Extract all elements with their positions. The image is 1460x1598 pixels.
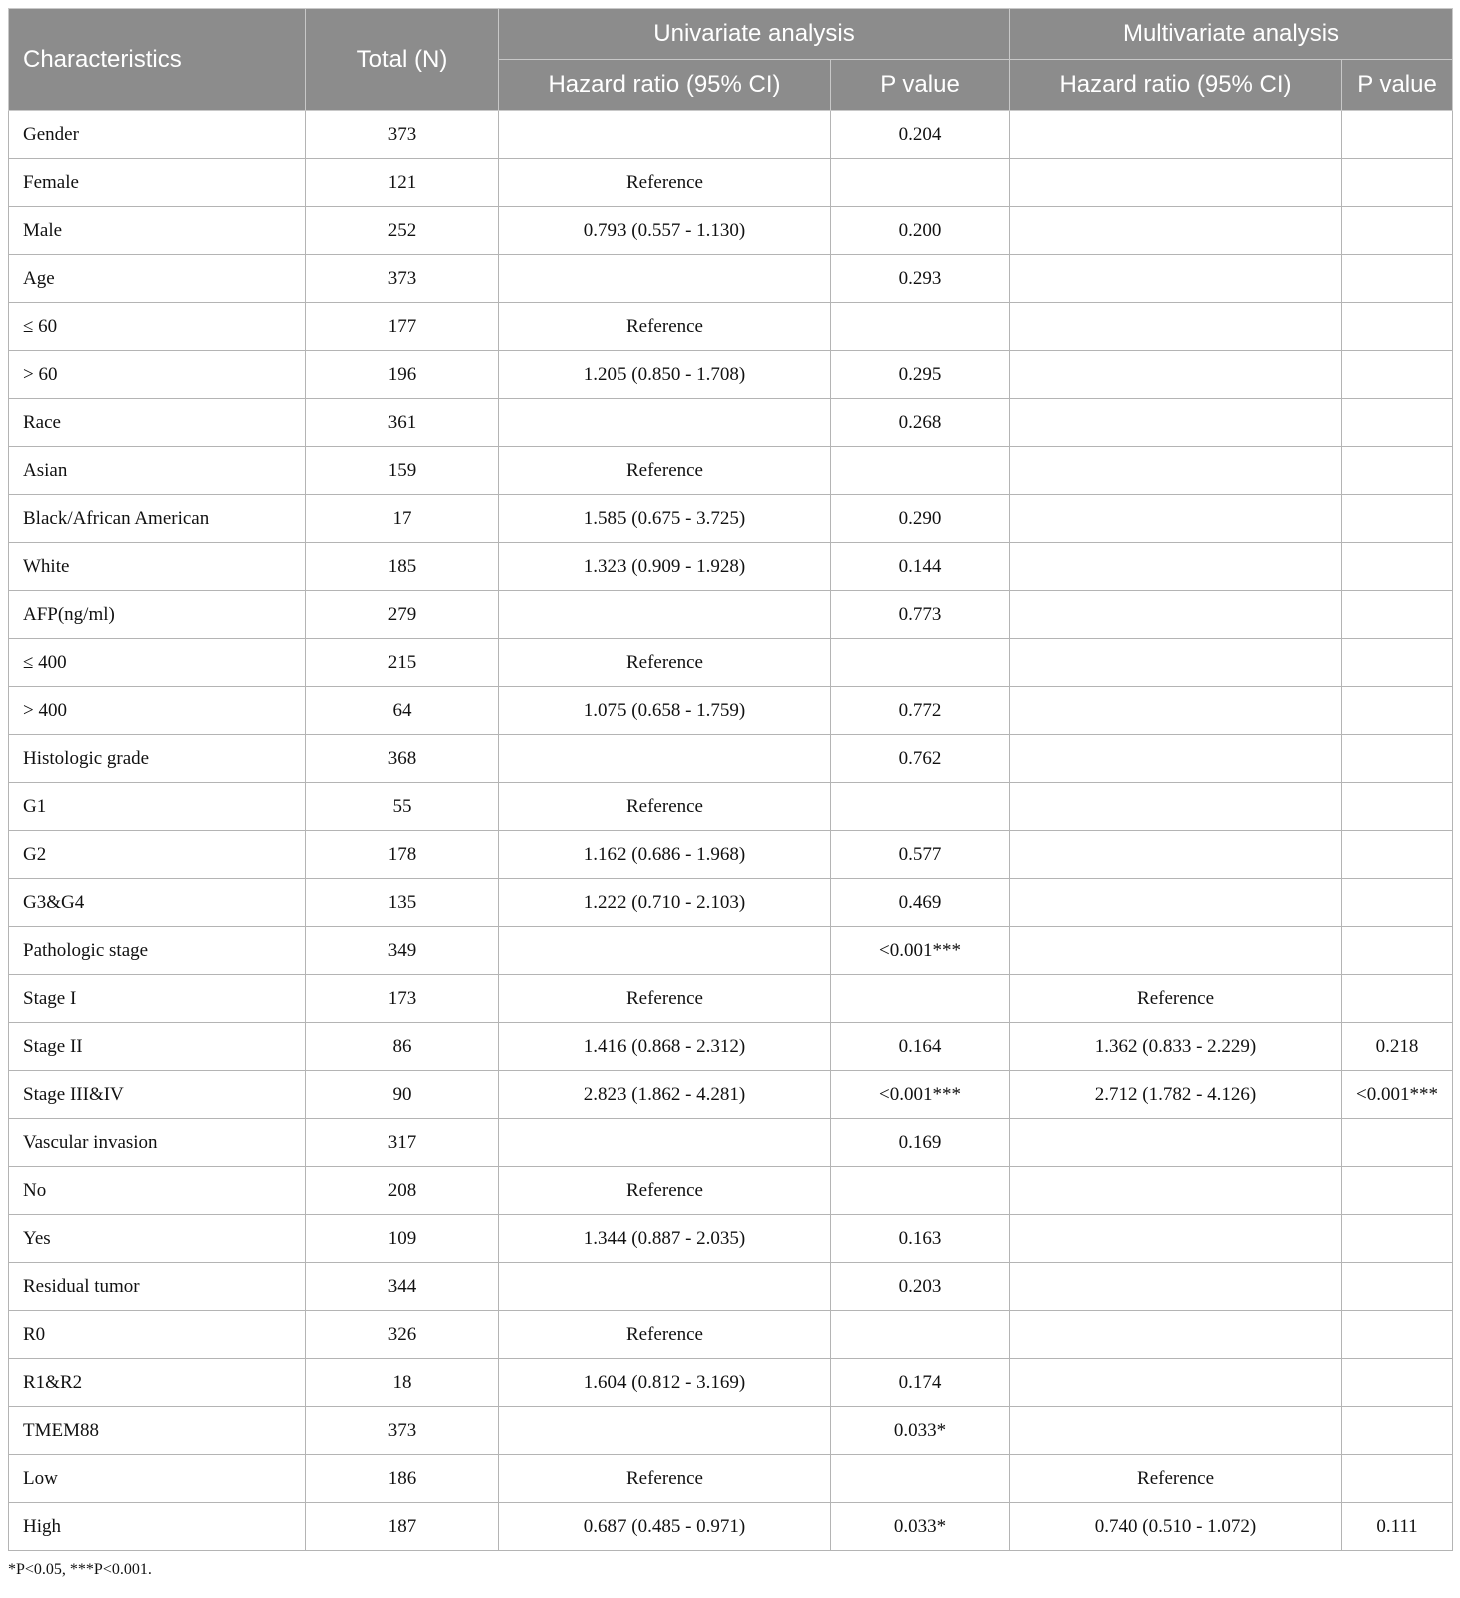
cell-total: 349 (306, 927, 499, 975)
cell-univariate-p-value: 0.164 (831, 1023, 1010, 1071)
cell-total: 373 (306, 111, 499, 159)
cell-multivariate-hazard-ratio (1010, 1119, 1342, 1167)
cell-characteristic: Stage I (9, 975, 306, 1023)
cell-multivariate-p-value (1342, 495, 1453, 543)
table-row (9, 303, 1453, 351)
cell-multivariate-p-value (1342, 591, 1453, 639)
cell-multivariate-p-value (1342, 303, 1453, 351)
cell-characteristic: Asian (9, 447, 306, 495)
cell-characteristic: Race (9, 399, 306, 447)
cell-univariate-hazard-ratio: 1.222 (0.710 - 2.103) (499, 879, 831, 927)
cell-total: 55 (306, 783, 499, 831)
cell-characteristic: Gender (9, 111, 306, 159)
cell-characteristic: AFP(ng/ml) (9, 591, 306, 639)
table-row (9, 1311, 1453, 1359)
cell-multivariate-hazard-ratio (1010, 1263, 1342, 1311)
cell-total: 64 (306, 687, 499, 735)
cell-multivariate-p-value (1342, 879, 1453, 927)
table-row (9, 687, 1453, 735)
cell-characteristic: Vascular invasion (9, 1119, 306, 1167)
cell-univariate-hazard-ratio: 1.205 (0.850 - 1.708) (499, 351, 831, 399)
table-row (9, 1407, 1453, 1455)
cell-total: 90 (306, 1071, 499, 1119)
cell-multivariate-p-value (1342, 639, 1453, 687)
cell-total: 373 (306, 1407, 499, 1455)
cell-characteristic: White (9, 543, 306, 591)
cell-characteristic: ≤ 60 (9, 303, 306, 351)
cell-multivariate-p-value (1342, 159, 1453, 207)
table-row (9, 111, 1453, 159)
cell-univariate-p-value (831, 159, 1010, 207)
cell-multivariate-hazard-ratio (1010, 639, 1342, 687)
cell-multivariate-p-value (1342, 1359, 1453, 1407)
table-row (9, 831, 1453, 879)
cell-characteristic: Male (9, 207, 306, 255)
cell-total: 159 (306, 447, 499, 495)
cell-univariate-p-value: 0.203 (831, 1263, 1010, 1311)
cell-total: 17 (306, 495, 499, 543)
table-row (9, 1503, 1453, 1551)
cell-multivariate-hazard-ratio: 2.712 (1.782 - 4.126) (1010, 1071, 1342, 1119)
cell-multivariate-p-value (1342, 1215, 1453, 1263)
cell-multivariate-hazard-ratio (1010, 735, 1342, 783)
cell-total: 361 (306, 399, 499, 447)
cell-multivariate-hazard-ratio (1010, 159, 1342, 207)
cell-total: 317 (306, 1119, 499, 1167)
cell-univariate-p-value: 0.204 (831, 111, 1010, 159)
cell-multivariate-p-value (1342, 447, 1453, 495)
cell-univariate-p-value: 0.163 (831, 1215, 1010, 1263)
table-row (9, 975, 1453, 1023)
cell-multivariate-p-value (1342, 975, 1453, 1023)
cell-univariate-hazard-ratio (499, 927, 831, 975)
cell-total: 326 (306, 1311, 499, 1359)
cell-univariate-hazard-ratio: Reference (499, 1311, 831, 1359)
cell-total: 215 (306, 639, 499, 687)
cell-univariate-hazard-ratio (499, 1263, 831, 1311)
cell-multivariate-p-value: 0.111 (1342, 1503, 1453, 1551)
cell-multivariate-p-value (1342, 207, 1453, 255)
table-row (9, 543, 1453, 591)
table-row (9, 879, 1453, 927)
cell-characteristic: No (9, 1167, 306, 1215)
cell-univariate-hazard-ratio (499, 591, 831, 639)
cell-univariate-hazard-ratio: Reference (499, 1455, 831, 1503)
table-row (9, 1167, 1453, 1215)
cell-multivariate-p-value (1342, 111, 1453, 159)
cell-multivariate-hazard-ratio: 0.740 (0.510 - 1.072) (1010, 1503, 1342, 1551)
cell-multivariate-p-value (1342, 927, 1453, 975)
cell-total: 121 (306, 159, 499, 207)
cell-univariate-p-value: 0.293 (831, 255, 1010, 303)
cell-total: 18 (306, 1359, 499, 1407)
cell-multivariate-p-value (1342, 1455, 1453, 1503)
cell-multivariate-hazard-ratio (1010, 1215, 1342, 1263)
cell-multivariate-p-value (1342, 351, 1453, 399)
cell-multivariate-hazard-ratio: 1.362 (0.833 - 2.229) (1010, 1023, 1342, 1071)
cell-univariate-p-value: 0.144 (831, 543, 1010, 591)
cell-univariate-hazard-ratio: Reference (499, 303, 831, 351)
cell-univariate-hazard-ratio (499, 735, 831, 783)
table-row (9, 255, 1453, 303)
cell-multivariate-hazard-ratio: Reference (1010, 975, 1342, 1023)
regression-table-container (8, 8, 1452, 1579)
cell-characteristic: Residual tumor (9, 1263, 306, 1311)
cell-univariate-p-value: 0.268 (831, 399, 1010, 447)
cell-univariate-p-value: 0.200 (831, 207, 1010, 255)
cell-characteristic: R0 (9, 1311, 306, 1359)
table-row (9, 351, 1453, 399)
cell-characteristic: Low (9, 1455, 306, 1503)
cell-univariate-hazard-ratio: 1.075 (0.658 - 1.759) (499, 687, 831, 735)
cell-multivariate-p-value (1342, 1167, 1453, 1215)
cell-characteristic: Female (9, 159, 306, 207)
cell-multivariate-p-value (1342, 399, 1453, 447)
cell-total: 186 (306, 1455, 499, 1503)
header-hazard-ratio-univariate: Hazard ratio (95% CI) (499, 60, 831, 111)
cell-univariate-p-value: 0.295 (831, 351, 1010, 399)
cell-total: 252 (306, 207, 499, 255)
header-hazard-ratio-multivariate: Hazard ratio (95% CI) (1010, 60, 1342, 111)
cell-multivariate-hazard-ratio (1010, 927, 1342, 975)
cell-univariate-p-value: 0.033* (831, 1407, 1010, 1455)
table-row (9, 447, 1453, 495)
table-row (9, 399, 1453, 447)
cell-univariate-hazard-ratio: Reference (499, 447, 831, 495)
cell-characteristic: Age (9, 255, 306, 303)
cell-multivariate-hazard-ratio (1010, 447, 1342, 495)
cell-univariate-hazard-ratio: Reference (499, 159, 831, 207)
cell-univariate-hazard-ratio: 0.793 (0.557 - 1.130) (499, 207, 831, 255)
table-row (9, 207, 1453, 255)
cell-univariate-hazard-ratio: 0.687 (0.485 - 0.971) (499, 1503, 831, 1551)
table-body (9, 111, 1453, 1551)
cell-characteristic: > 60 (9, 351, 306, 399)
cell-multivariate-p-value (1342, 1311, 1453, 1359)
cell-multivariate-hazard-ratio (1010, 495, 1342, 543)
cell-univariate-p-value: <0.001*** (831, 1071, 1010, 1119)
table-row (9, 1263, 1453, 1311)
cell-characteristic: Pathologic stage (9, 927, 306, 975)
cell-univariate-hazard-ratio: Reference (499, 783, 831, 831)
cell-univariate-p-value: 0.773 (831, 591, 1010, 639)
cell-multivariate-hazard-ratio (1010, 591, 1342, 639)
header-univariate: Univariate analysis (499, 9, 1010, 60)
cell-univariate-hazard-ratio: 2.823 (1.862 - 4.281) (499, 1071, 831, 1119)
cell-univariate-hazard-ratio (499, 1119, 831, 1167)
cell-total: 135 (306, 879, 499, 927)
cell-characteristic: Stage II (9, 1023, 306, 1071)
cell-multivariate-hazard-ratio (1010, 687, 1342, 735)
table-header (9, 9, 1453, 111)
cell-multivariate-p-value (1342, 1119, 1453, 1167)
cell-multivariate-hazard-ratio (1010, 111, 1342, 159)
cell-univariate-p-value: 0.169 (831, 1119, 1010, 1167)
cell-univariate-p-value: 0.469 (831, 879, 1010, 927)
cell-characteristic: Stage III&IV (9, 1071, 306, 1119)
cell-univariate-p-value: 0.577 (831, 831, 1010, 879)
cell-total: 373 (306, 255, 499, 303)
cell-univariate-p-value (831, 975, 1010, 1023)
cell-univariate-p-value: <0.001*** (831, 927, 1010, 975)
cell-univariate-hazard-ratio: Reference (499, 639, 831, 687)
cell-multivariate-hazard-ratio (1010, 207, 1342, 255)
header-p-value-multivariate: P value (1342, 60, 1453, 111)
table-footnote: *P<0.05, ***P<0.001. (8, 1561, 152, 1578)
cell-univariate-p-value: 0.174 (831, 1359, 1010, 1407)
cell-multivariate-p-value (1342, 831, 1453, 879)
table-row (9, 159, 1453, 207)
table-row (9, 1071, 1453, 1119)
cell-multivariate-hazard-ratio (1010, 1407, 1342, 1455)
table-row (9, 1455, 1453, 1503)
cell-multivariate-hazard-ratio (1010, 303, 1342, 351)
cell-characteristic: R1&R2 (9, 1359, 306, 1407)
table-row (9, 639, 1453, 687)
cell-univariate-hazard-ratio: 1.604 (0.812 - 3.169) (499, 1359, 831, 1407)
header-total: Total (N) (306, 9, 499, 111)
cell-multivariate-hazard-ratio (1010, 831, 1342, 879)
cell-univariate-p-value (831, 447, 1010, 495)
cell-multivariate-p-value (1342, 543, 1453, 591)
header-multivariate: Multivariate analysis (1010, 9, 1453, 60)
table-row (9, 1215, 1453, 1263)
cell-univariate-p-value (831, 303, 1010, 351)
table-row (9, 927, 1453, 975)
cell-multivariate-hazard-ratio (1010, 879, 1342, 927)
table-row (9, 1359, 1453, 1407)
cell-multivariate-hazard-ratio (1010, 1167, 1342, 1215)
cell-multivariate-p-value: 0.218 (1342, 1023, 1453, 1071)
cell-total: 109 (306, 1215, 499, 1263)
cell-multivariate-p-value (1342, 735, 1453, 783)
cell-univariate-hazard-ratio (499, 1407, 831, 1455)
cell-univariate-hazard-ratio: 1.162 (0.686 - 1.968) (499, 831, 831, 879)
cell-total: 208 (306, 1167, 499, 1215)
cell-univariate-hazard-ratio: 1.323 (0.909 - 1.928) (499, 543, 831, 591)
table-row (9, 591, 1453, 639)
cell-total: 187 (306, 1503, 499, 1551)
cell-multivariate-hazard-ratio (1010, 1359, 1342, 1407)
cell-univariate-hazard-ratio: Reference (499, 975, 831, 1023)
header-p-value-univariate: P value (831, 60, 1010, 111)
cell-characteristic: ≤ 400 (9, 639, 306, 687)
cell-characteristic: Yes (9, 1215, 306, 1263)
cell-multivariate-hazard-ratio (1010, 543, 1342, 591)
cell-multivariate-hazard-ratio: Reference (1010, 1455, 1342, 1503)
cell-total: 185 (306, 543, 499, 591)
cell-total: 173 (306, 975, 499, 1023)
cell-univariate-p-value (831, 639, 1010, 687)
table-row (9, 783, 1453, 831)
table-row (9, 735, 1453, 783)
cell-total: 86 (306, 1023, 499, 1071)
cell-univariate-p-value (831, 783, 1010, 831)
header-characteristics: Characteristics (9, 9, 306, 111)
cell-multivariate-p-value (1342, 1407, 1453, 1455)
cell-characteristic: > 400 (9, 687, 306, 735)
cell-univariate-hazard-ratio (499, 399, 831, 447)
cell-univariate-p-value (831, 1311, 1010, 1359)
cell-univariate-hazard-ratio: 1.416 (0.868 - 2.312) (499, 1023, 831, 1071)
cell-characteristic: TMEM88 (9, 1407, 306, 1455)
cell-univariate-p-value: 0.762 (831, 735, 1010, 783)
cell-characteristic: Black/African American (9, 495, 306, 543)
cell-univariate-hazard-ratio: 1.585 (0.675 - 3.725) (499, 495, 831, 543)
cell-total: 368 (306, 735, 499, 783)
cell-characteristic: Histologic grade (9, 735, 306, 783)
cell-total: 279 (306, 591, 499, 639)
cell-total: 196 (306, 351, 499, 399)
cell-univariate-p-value: 0.290 (831, 495, 1010, 543)
cell-univariate-p-value (831, 1455, 1010, 1503)
cell-total: 344 (306, 1263, 499, 1311)
cell-multivariate-hazard-ratio (1010, 1311, 1342, 1359)
cell-multivariate-hazard-ratio (1010, 255, 1342, 303)
cell-multivariate-p-value (1342, 255, 1453, 303)
cell-univariate-p-value: 0.033* (831, 1503, 1010, 1551)
cell-univariate-hazard-ratio (499, 255, 831, 303)
cell-univariate-hazard-ratio: 1.344 (0.887 - 2.035) (499, 1215, 831, 1263)
cell-total: 177 (306, 303, 499, 351)
cell-multivariate-hazard-ratio (1010, 351, 1342, 399)
cell-multivariate-p-value (1342, 1263, 1453, 1311)
cell-multivariate-hazard-ratio (1010, 783, 1342, 831)
table-row (9, 1119, 1453, 1167)
cell-characteristic: High (9, 1503, 306, 1551)
cell-multivariate-p-value (1342, 783, 1453, 831)
cell-characteristic: G1 (9, 783, 306, 831)
cell-univariate-hazard-ratio: Reference (499, 1167, 831, 1215)
cell-univariate-p-value: 0.772 (831, 687, 1010, 735)
table-row (9, 495, 1453, 543)
cell-multivariate-hazard-ratio (1010, 399, 1342, 447)
cell-multivariate-p-value: <0.001*** (1342, 1071, 1453, 1119)
cox-regression-table (8, 8, 1453, 1551)
cell-characteristic: G3&G4 (9, 879, 306, 927)
cell-univariate-hazard-ratio (499, 111, 831, 159)
table-row (9, 1023, 1453, 1071)
cell-characteristic: G2 (9, 831, 306, 879)
cell-univariate-p-value (831, 1167, 1010, 1215)
cell-total: 178 (306, 831, 499, 879)
cell-multivariate-p-value (1342, 687, 1453, 735)
